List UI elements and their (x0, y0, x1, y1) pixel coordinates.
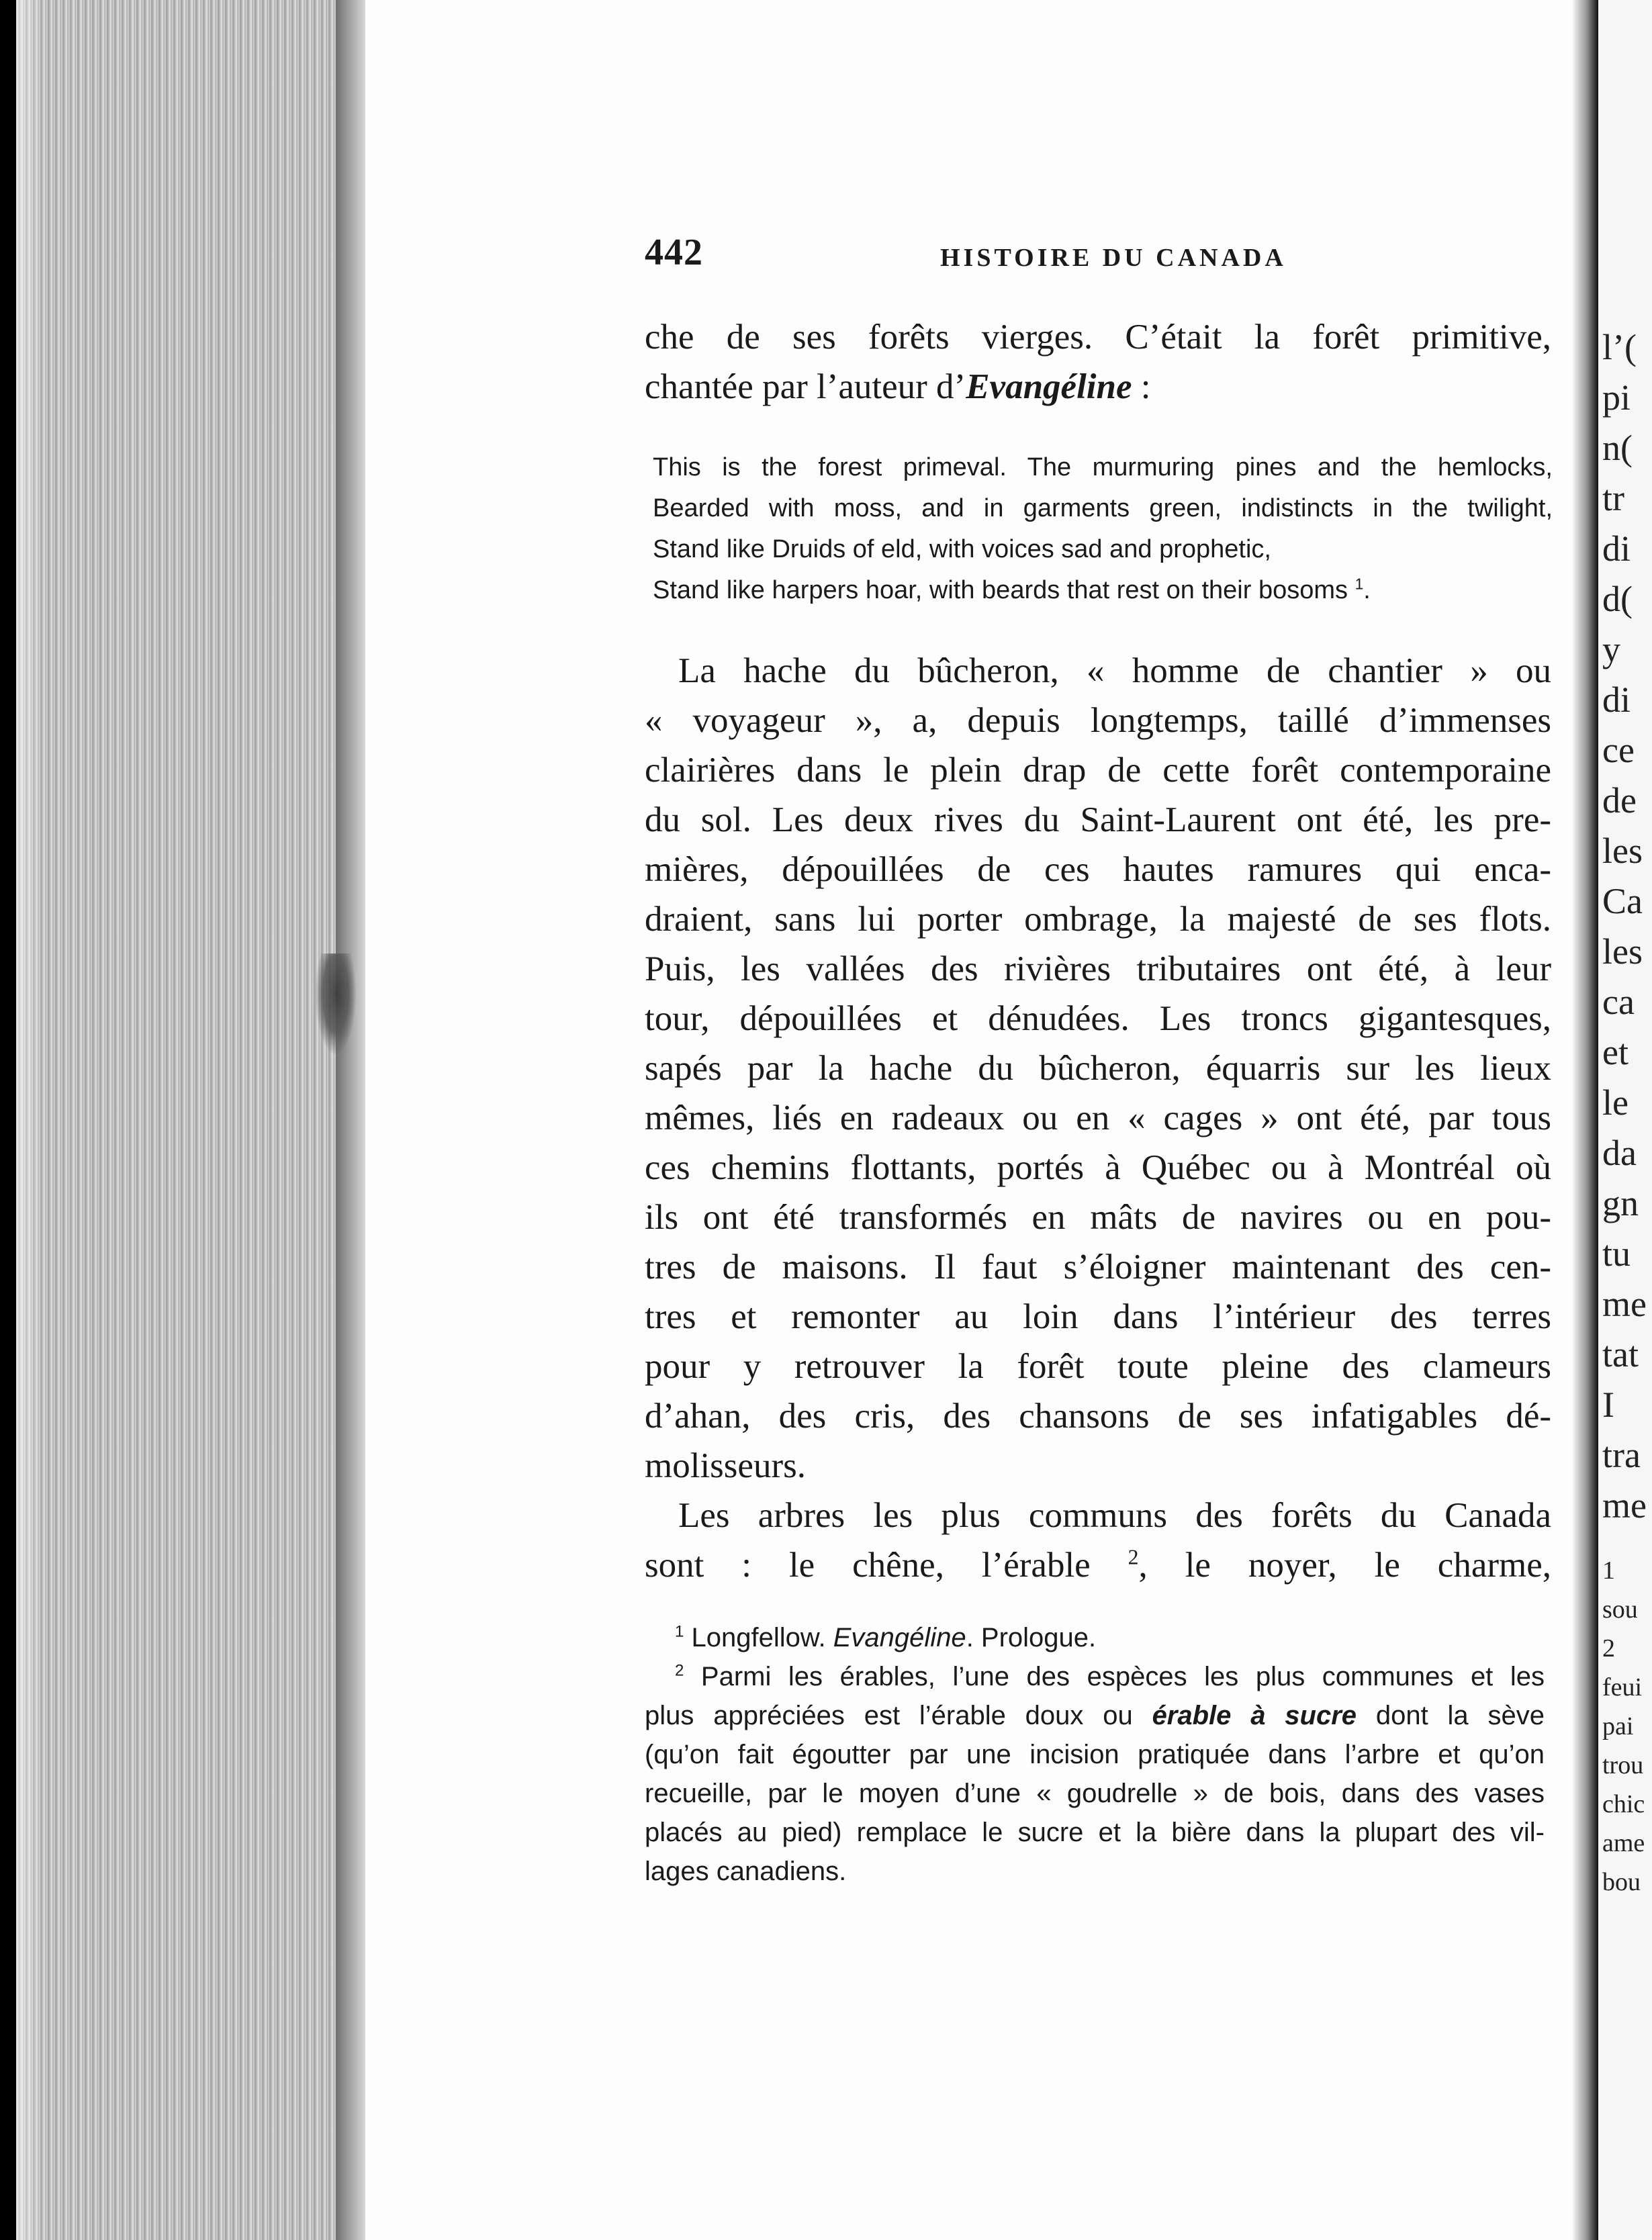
paragraph-line: tour, dépouillées et dénudées. Les troncs gigantesques, (645, 999, 1551, 1038)
facing-page-note: pai (1602, 1712, 1634, 1740)
paragraph-line: « voyageur », a, depuis longtemps, taillé d’immenses (645, 701, 1551, 740)
facing-page-text: n( (1602, 428, 1633, 468)
facing-page-text: di (1602, 680, 1631, 720)
facing-page-text: tat (1602, 1334, 1639, 1374)
footnote-text: Parmi les érables, l’une des espèces les plus communes et les (684, 1662, 1545, 1691)
facing-page-note: trou (1602, 1751, 1644, 1779)
footnote-text: . Prologue. (966, 1623, 1097, 1652)
facing-page-text: I (1602, 1385, 1614, 1425)
paragraph-line: d’ahan, des cris, des chansons de ses infatigables dé- (645, 1397, 1551, 1436)
paragraph-line: tres et remonter au loin dans l’intérieur des terres (645, 1297, 1551, 1336)
facing-page-text: Ca (1602, 881, 1643, 921)
poem-quote (653, 447, 1553, 611)
facing-page-text: et (1602, 1032, 1628, 1072)
paragraph-line: ils ont été transformés en mâts de navires ou en pou- (645, 1198, 1551, 1237)
paragraph-line: Puis, les vallées des rivières tributaires ont été, à leur (645, 949, 1551, 988)
paragraph-line: du sol. Les deux rives du Saint-Laurent ont été, les pre- (645, 800, 1551, 839)
facing-page-text: me (1602, 1485, 1647, 1526)
facing-page-text: d( (1602, 579, 1633, 619)
facing-page-note: ame (1602, 1829, 1645, 1857)
facing-page-text: tu (1602, 1233, 1631, 1274)
paragraph-line: clairières dans le plein drap de cette forêt contemporaine (645, 751, 1551, 790)
footnote-2-line: placés au pied) remplace le sucre et la bière dans la plupart des vil- (645, 1818, 1545, 1847)
poem-line: Stand like Druids of eld, with voices sad and prophetic, (653, 535, 1271, 563)
footnote-author: Longfellow. (684, 1623, 833, 1652)
footnotes (645, 1618, 1545, 1891)
running-title: HISTOIRE DU CANADA (940, 244, 1287, 272)
paragraph-line: mêmes, liés en radeaux ou en « cages » ont été, par tous (645, 1099, 1551, 1137)
paragraph-text: sont : le chêne, l’érable (645, 1546, 1128, 1585)
footnote-work: Evangéline (833, 1623, 966, 1652)
paragraph-line: mières, dépouillées de ces hautes ramures qui enca- (645, 850, 1551, 889)
facing-page-text: le (1602, 1082, 1628, 1123)
page-number: 442 (645, 232, 703, 273)
facing-page-text: tra (1602, 1435, 1641, 1475)
poem-line-text: Stand like harpers hoar, with beards that rest on their bosoms (653, 576, 1355, 604)
facing-page-text: gn (1602, 1183, 1639, 1223)
facing-page-text: les (1602, 831, 1643, 871)
footnote-text: plus appréciées est l’érable doux ou (645, 1701, 1152, 1730)
facing-page-text: me (1602, 1284, 1647, 1324)
facing-page-text: tr (1602, 478, 1624, 518)
paragraph-2 (645, 1491, 1551, 1590)
facing-page-text: de (1602, 780, 1637, 821)
page-edges (16, 0, 365, 2240)
footnote-2-line (645, 1696, 1545, 1735)
paragraph-line: Les arbres les plus communs des forêts du Canada (678, 1496, 1551, 1535)
footnote-emphasis: érable à sucre (1152, 1701, 1357, 1730)
paragraph-line: La hache du bûcheron, « homme de chantier » ou (678, 651, 1551, 690)
facing-page-text: pi (1602, 377, 1631, 418)
paragraph-line (645, 1540, 1551, 1590)
facing-page-note: sou (1602, 1595, 1638, 1624)
facing-page-text: ce (1602, 730, 1635, 770)
paragraph-1 (645, 646, 1551, 1491)
facing-page-note: 2 (1602, 1634, 1615, 1663)
footnote-2-line: lages canadiens. (645, 1857, 847, 1886)
intro-colon: : (1132, 367, 1151, 406)
facing-page-text: y (1602, 629, 1620, 669)
facing-page-text: di (1602, 528, 1631, 569)
paragraph-line: ces chemins flottants, portés à Québec ou à Montréal où (645, 1148, 1551, 1187)
facing-page-text: da (1602, 1133, 1637, 1173)
paragraph-line: molisseurs. (645, 1446, 806, 1485)
footnote-ref: 1 (1355, 575, 1364, 593)
poem-line (653, 570, 1553, 611)
footnote-number: 2 (675, 1661, 684, 1680)
facing-page-note: 1 (1602, 1556, 1615, 1585)
intro-line (645, 362, 1551, 412)
ink-blot (316, 953, 356, 1054)
footnote-ref: 2 (1128, 1545, 1139, 1569)
paragraph-text: , le noyer, le charme, (1138, 1546, 1551, 1585)
facing-page-note: chic (1602, 1790, 1645, 1818)
running-header (645, 228, 1558, 275)
poem-line: This is the forest primeval. The murmuring pines and the hemlocks, (653, 453, 1553, 481)
footnote-2-line: (qu’on fait égoutter par une incision pratiquée dans l’arbre et qu’on (645, 1740, 1545, 1769)
intro-emphasis: Evangéline (966, 367, 1132, 406)
footnote-2-line: recueille, par le moyen d’une « goudrelle » de bois, dans des vases (645, 1779, 1545, 1808)
poem-end: . (1363, 576, 1371, 604)
facing-page-text: l’( (1602, 327, 1637, 367)
paragraph-line: draient, sans lui porter ombrage, la majesté de ses flots. (645, 900, 1551, 939)
facing-page-text: les (1602, 931, 1643, 972)
paragraph-line: sapés par la hache du bûcheron, équarris sur les lieux (645, 1049, 1551, 1088)
facing-page-edge (1598, 0, 1652, 2240)
poem-line: Bearded with moss, and in garments green, indistincts in the twilight, (653, 494, 1553, 522)
facing-page-note: bou (1602, 1868, 1641, 1896)
scan-border (0, 0, 16, 2240)
intro-text: chantée par l’auteur d’ (645, 367, 966, 406)
facing-page-note: feui (1602, 1673, 1643, 1701)
footnote-text: dont la sève (1357, 1701, 1545, 1730)
intro-line: che de ses forêts vierges. C’était la forêt primitive, (645, 318, 1551, 357)
binding-shadow (336, 0, 365, 2240)
page-gutter (1571, 0, 1598, 2240)
footnote-2-line (645, 1657, 1545, 1696)
footnote-1 (645, 1618, 1545, 1657)
footnote-number: 1 (675, 1622, 684, 1641)
intro-paragraph (645, 312, 1551, 412)
paragraph-line: tres de maisons. Il faut s’éloigner maintenant des cen- (645, 1248, 1551, 1287)
paragraph-line: pour y retrouver la forêt toute pleine des clameurs (645, 1347, 1551, 1386)
facing-page-text: ca (1602, 982, 1635, 1022)
